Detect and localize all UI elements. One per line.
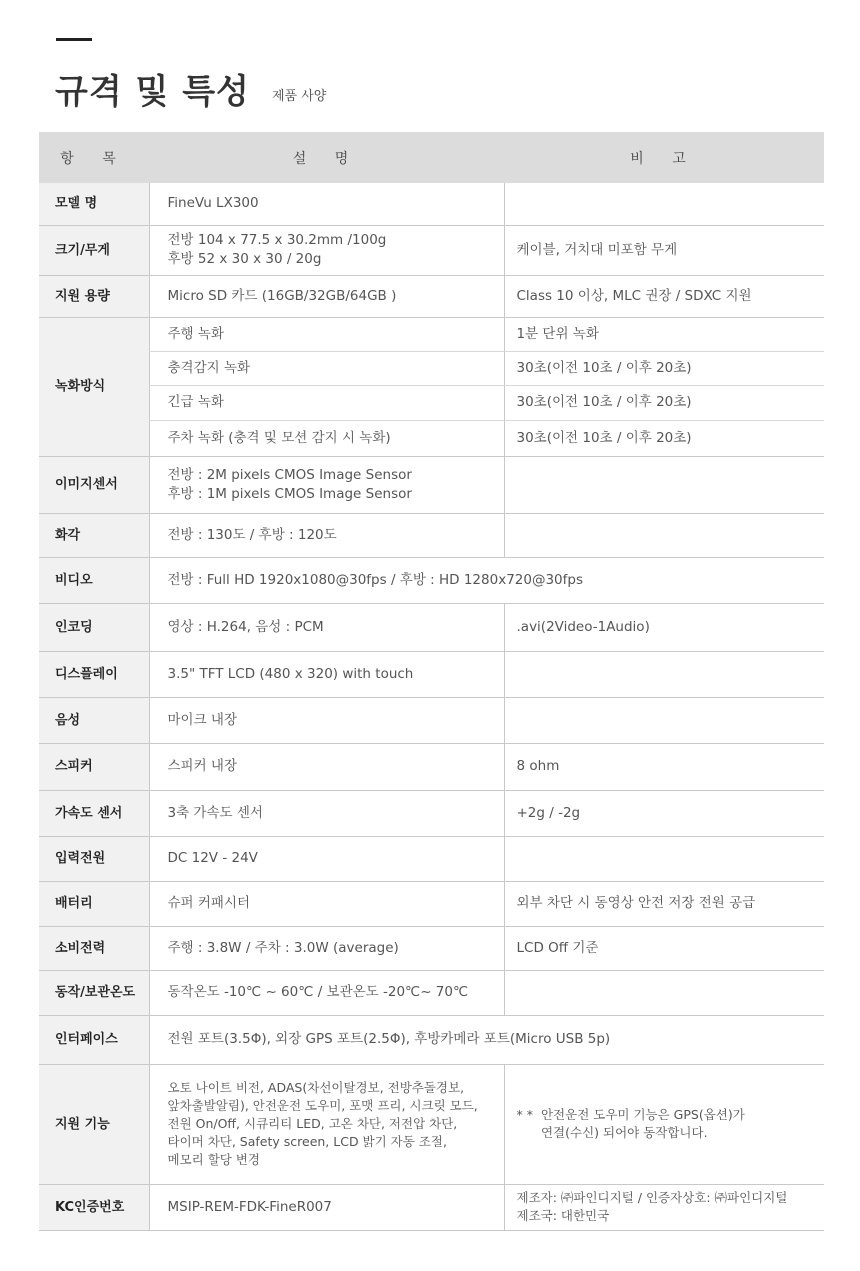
row-note	[504, 183, 824, 225]
row-desc: 슈퍼 커패시터	[149, 881, 504, 926]
row-note: .avi(2Video-1Audio)	[504, 603, 824, 651]
row-desc-line: 앞차출발알림), 안전운전 도우미, 포맷 프리, 시크릿 모드,	[167, 1098, 478, 1113]
table-row	[39, 420, 824, 456]
row-desc	[149, 1064, 504, 1184]
row-desc: 전원 포트(3.5Φ), 외장 GPS 포트(2.5Φ), 후방카메라 포트(Micro USB 5p)	[149, 1015, 824, 1064]
row-desc: Micro SD 카드 (16GB/32GB/64GB )	[149, 275, 504, 317]
row-label: 인코딩	[39, 603, 149, 651]
table-row	[39, 1064, 824, 1184]
row-desc	[149, 225, 504, 275]
row-label: 지원 기능	[39, 1064, 149, 1184]
row-note-line: 연결(수신) 되어야 동작합니다.	[540, 1125, 708, 1140]
row-desc: 주행 : 3.8W / 주차 : 3.0W (average)	[149, 926, 504, 970]
row-label: 동작/보관온도	[39, 970, 149, 1015]
table-row	[39, 603, 824, 651]
header-desc: 설 명	[149, 132, 504, 183]
table-row	[39, 926, 824, 970]
row-label: 모델 명	[39, 183, 149, 225]
table-row	[39, 651, 824, 697]
row-note	[504, 970, 824, 1015]
row-desc: 마이크 내장	[149, 697, 504, 743]
row-label: KC인증번호	[39, 1184, 149, 1230]
row-note	[504, 1184, 824, 1230]
row-desc: 영상 : H.264, 음성 : PCM	[149, 603, 504, 651]
row-desc	[149, 456, 504, 513]
table-row	[39, 881, 824, 926]
row-note: 외부 차단 시 동영상 안전 저장 전원 공급	[504, 881, 824, 926]
row-note	[504, 456, 824, 513]
row-label: 크기/무게	[39, 225, 149, 275]
row-desc: FineVu LX300	[149, 183, 504, 225]
row-label: 배터리	[39, 881, 149, 926]
row-note: 30초(이전 10초 / 이후 20초)	[504, 385, 824, 420]
row-note: 8 ohm	[504, 743, 824, 790]
row-note: 1분 단위 녹화	[504, 317, 824, 351]
row-label: 녹화방식	[39, 317, 149, 456]
row-label: 스피커	[39, 743, 149, 790]
table-row	[39, 557, 824, 603]
table-row	[39, 385, 824, 420]
note-mark: * *	[516, 1107, 533, 1122]
row-note-line: 제조자: ㈜파인디지털 / 인증자상호: ㈜파인디지털	[516, 1190, 788, 1205]
table-row	[39, 351, 824, 385]
row-label: 인터페이스	[39, 1015, 149, 1064]
row-desc-line: 후방 52 x 30 x 30 / 20g	[167, 251, 322, 267]
row-label: 비디오	[39, 557, 149, 603]
row-desc: 3축 가속도 센서	[149, 790, 504, 836]
table-header-row	[39, 132, 824, 183]
row-note: Class 10 이상, MLC 권장 / SDXC 지원	[504, 275, 824, 317]
row-desc-line: 전원 On/Off, 시큐리티 LED, 고온 차단, 저전압 차단,	[167, 1116, 458, 1131]
row-desc: 전방 : 130도 / 후방 : 120도	[149, 513, 504, 557]
row-note-line: 제조국: 대한민국	[516, 1208, 610, 1223]
table-row	[39, 743, 824, 790]
row-desc-line: 타이머 차단, Safety screen, LCD 밝기 자동 조절,	[167, 1134, 447, 1149]
page-title: 규격 및 특성	[55, 72, 250, 112]
row-note	[504, 651, 824, 697]
row-note-line: 안전운전 도우미 기능은 GPS(옵션)가	[540, 1107, 745, 1122]
row-desc-line: 전방 104 x 77.5 x 30.2mm /100g	[167, 232, 387, 248]
table-row	[39, 183, 824, 225]
row-desc: MSIP-REM-FDK-FineR007	[149, 1184, 504, 1230]
table-row	[39, 225, 824, 275]
row-label: 화각	[39, 513, 149, 557]
row-desc-line: 오토 나이트 비전, ADAS(차선이탈경보, 전방추돌경보,	[167, 1080, 465, 1095]
table-row	[39, 456, 824, 513]
row-desc: 동작온도 -10℃ ~ 60℃ / 보관온도 -20℃~ 70℃	[149, 970, 504, 1015]
page-subtitle: 제품 사양	[272, 89, 327, 104]
row-desc: 주차 녹화 (충격 및 모션 감지 시 녹화)	[149, 420, 504, 456]
row-desc: 주행 녹화	[149, 317, 504, 351]
row-desc: 충격감지 녹화	[149, 351, 504, 385]
row-label: 소비전력	[39, 926, 149, 970]
table-row	[39, 1015, 824, 1064]
spec-table	[39, 132, 824, 1231]
row-desc: DC 12V - 24V	[149, 836, 504, 881]
row-desc: 스피커 내장	[149, 743, 504, 790]
row-label: 지원 용량	[39, 275, 149, 317]
row-note: 케이블, 거치대 미포함 무게	[504, 225, 824, 275]
row-label: 디스플레이	[39, 651, 149, 697]
table-row	[39, 513, 824, 557]
row-note: 30초(이전 10초 / 이후 20초)	[504, 420, 824, 456]
row-note: 30초(이전 10초 / 이후 20초)	[504, 351, 824, 385]
row-label: 입력전원	[39, 836, 149, 881]
table-row	[39, 836, 824, 881]
row-label: 음성	[39, 697, 149, 743]
row-desc-line: 전방 : 2M pixels CMOS Image Sensor	[167, 466, 412, 483]
table-row	[39, 790, 824, 836]
table-row	[39, 970, 824, 1015]
row-note	[504, 513, 824, 557]
row-note	[504, 836, 824, 881]
header-note: 비 고	[504, 132, 824, 183]
row-desc-line: 메모리 할당 변경	[167, 1152, 260, 1167]
row-desc: 긴급 녹화	[149, 385, 504, 420]
feature-note	[517, 1106, 825, 1142]
row-note: +2g / -2g	[504, 790, 824, 836]
row-desc: 3.5" TFT LCD (480 x 320) with touch	[149, 651, 504, 697]
row-note: LCD Off 기준	[504, 926, 824, 970]
table-row	[39, 1184, 824, 1230]
row-desc-line: 후방 : 1M pixels CMOS Image Sensor	[167, 485, 412, 502]
row-label: 가속도 센서	[39, 790, 149, 836]
row-note	[504, 697, 824, 743]
row-note	[504, 1064, 824, 1184]
header-item: 항 목	[39, 132, 149, 183]
table-row	[39, 275, 824, 317]
title-accent-bar	[56, 38, 92, 41]
table-row	[39, 317, 824, 351]
table-row	[39, 697, 824, 743]
row-desc: 전방 : Full HD 1920x1080@30fps / 후방 : HD 1280x720@30fps	[149, 557, 824, 603]
row-label: 이미지센서	[39, 456, 149, 513]
